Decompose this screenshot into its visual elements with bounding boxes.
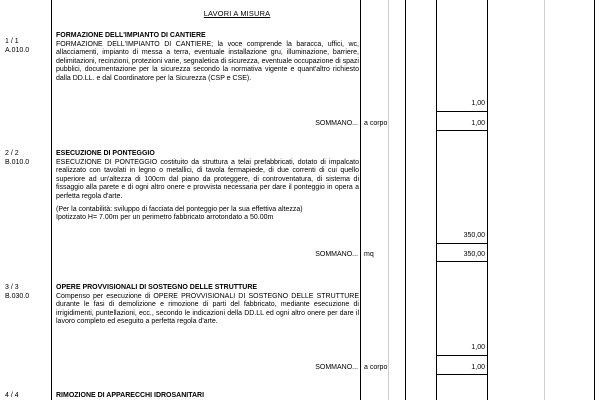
item-article: B.010.0: [5, 158, 30, 166]
item-total: 1,00: [471, 364, 485, 371]
qty-rule: [436, 111, 487, 112]
column-rule: [594, 0, 595, 400]
total-rule: [436, 374, 487, 375]
column-rule: [544, 0, 545, 400]
item-code: [5, 284, 49, 301]
item-text: Compenso per esecuzione di OPERE PROVVISIONALI DI SOSTEGNO DELLE STRUTTURE durante le fasi di demolizione e rimozione di parti del fabbricato, mediante esecuzione di irrigidimenti, puntellazioni, ecc., secondo le indicazioni della DD.LL ed ogni altro onere per dare il lavoro completo ed eseguito a perfetta regola d'arte.: [56, 292, 359, 326]
item-code: [5, 392, 49, 401]
column-rule: [436, 0, 437, 400]
item-number: 3 / 3: [5, 284, 19, 291]
item-number: 2 / 2: [5, 150, 19, 157]
item-note: (Per la contabilità: sviluppo di facciata del ponteggio per la sua effettiva altezza): [56, 205, 303, 213]
column-rule: [487, 0, 488, 400]
item-text: FORMAZIONE DELL'IMPIANTO DI CANTIERE; la voce comprende la baracca, uffici, wc, allacciamenti, impianto di messa a terra, eventuale installazione gru, illuminazione, barriere, delimitazioni, recinzioni, protezioni varie, segnaletica di sicurezza, eventuale occupazione di spazi pubblici, documentazione per la sicurezza secondo la normativa vigente e quant'altro richiesto dalla DD.LL. e dal Coordinatore per la Sicurezza (CSP e CSE).: [56, 40, 359, 82]
sommano-label: SOMMANO...: [315, 120, 358, 127]
item-code: [5, 38, 49, 55]
item-title: OPERE PROVVISIONALI DI SOSTEGNO DELLE STRUTTURE: [56, 284, 258, 291]
item-description: [56, 392, 359, 401]
item-unit: mq: [364, 251, 374, 258]
item-unit: a corpo: [364, 120, 388, 127]
item-number: 1 / 1: [5, 38, 19, 45]
item-unit: a corpo: [364, 364, 388, 371]
item-article: B.030.0: [5, 292, 30, 300]
item-description: [56, 32, 359, 84]
item-quantity: 350,00: [463, 232, 485, 239]
item-text: ESECUZIONE DI PONTEGGIO costituito da struttura a telai prefabbricati, dotato di impalcato realizzato con tavolati in legno o metallici, di tavola fermapiede, di due correnti di cui quello superiore ad un'altezza di 100cm dal piano da proteggere, di controventatura, di sistema di fissaggio alla parete e di ogni altro onere e provvista necessaria per dare il ponteggio in opera a perfetta regola d'arte.: [56, 158, 359, 200]
item-description: [56, 150, 359, 223]
column-rule: [388, 0, 389, 400]
item-title: ESECUZIONE DI PONTEGGIO: [56, 150, 155, 157]
item-number: 4 / 4: [5, 392, 19, 399]
column-rule: [51, 0, 52, 400]
item-title: RIMOZIONE DI APPARECCHI IDROSANITARI: [56, 392, 205, 399]
item-total: 350,00: [463, 251, 485, 258]
column-rule: [405, 0, 406, 400]
total-rule: [436, 130, 487, 131]
item-note: Ipotizzato H= 7.00m per un perimetro fabbricato arrotondato a 50.00m: [56, 214, 274, 222]
sommano-label: SOMMANO...: [315, 364, 358, 371]
column-rule: [360, 0, 361, 400]
total-rule: [436, 261, 487, 262]
item-article: A.010.0: [5, 46, 30, 54]
item-code: [5, 150, 49, 167]
qty-rule: [436, 243, 487, 244]
section-title: LAVORI A MISURA: [203, 9, 271, 18]
sommano-label: SOMMANO...: [315, 251, 358, 258]
item-total: 1,00: [471, 120, 485, 127]
item-quantity: 1,00: [471, 100, 485, 107]
item-quantity: 1,00: [471, 344, 485, 351]
item-title: FORMAZIONE DELL'IMPIANTO DI CANTIERE: [56, 32, 206, 39]
item-description: [56, 284, 359, 327]
qty-rule: [436, 355, 487, 356]
